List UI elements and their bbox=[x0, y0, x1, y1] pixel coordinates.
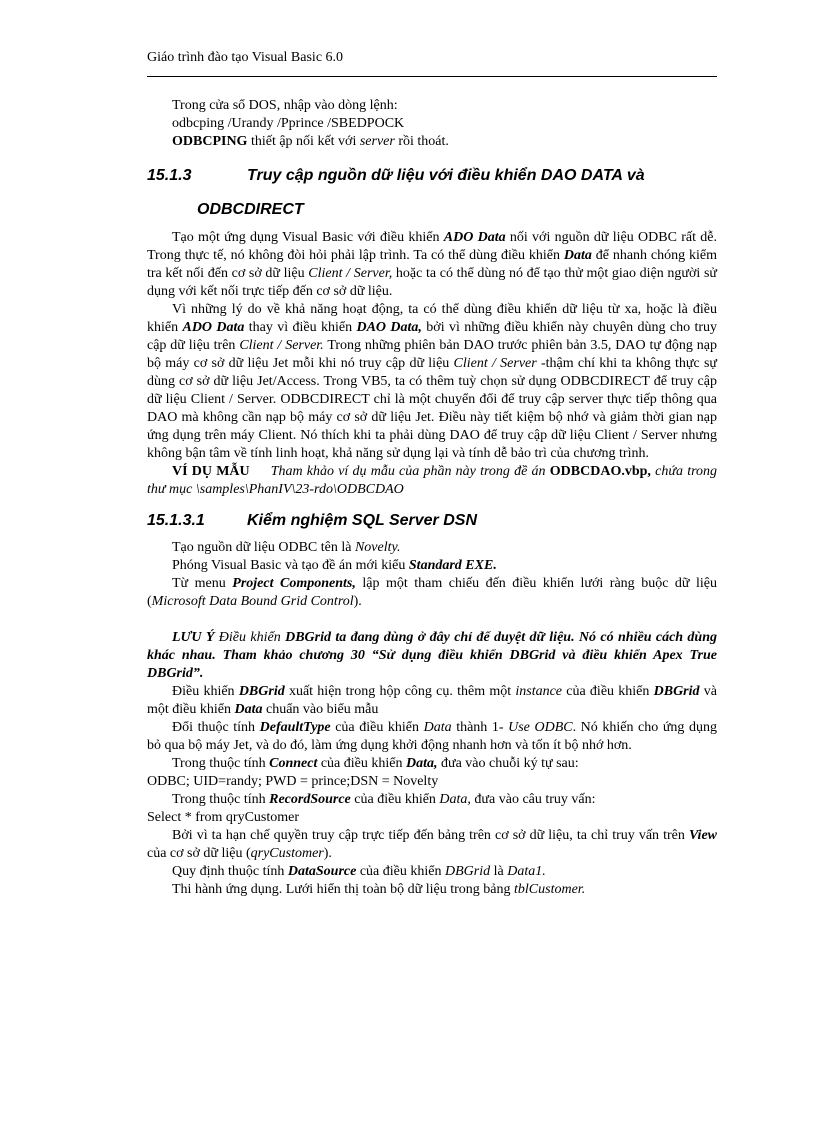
section-heading-15-1-3: 15.1.3 Truy cập nguồn dữ liệu với điều khiển DAO DATA và ODBCDIRECT bbox=[147, 167, 645, 218]
paragraph-ado-data: Tạo một ứng dụng Visual Basic với điều khiển ADO Data nối với nguồn dữ liệu ODBC rất dễ. Trong thực tế, nó không đòi hỏi phải lập trình. Ta có thể dùng điều khiển Data để nhanh chóng kiểm tra kết nối đến cơ sở dữ liệu Client / Server, hoặc ta có thể dùng nó để tạo thử một giao diện người sử dụng với kết nối trực tiếp đến cơ sở dữ liệu. bbox=[147, 230, 717, 299]
step-default-type: Đổi thuộc tính DefaultType của điều khiển Data thành 1- Use ODBC. Nó khiến cho ứng dụng bỏ qua bộ máy Jet, và do đó, làm ứng dụng khởi động nhanh hơn và tốn ít bộ nhớ hơn. bbox=[147, 720, 718, 753]
example-note: VÍ DỤ MẪU Tham khảo ví dụ mẫu của phần này trong đề án ODBCDAO.vbp, chứa trong thư mục \samples\PhanIV\23-rdo\ODBCDAO bbox=[147, 464, 718, 497]
connect-string: ODBC; UID=randy; PWD = prince;DSN = Novelty bbox=[147, 774, 439, 789]
step-project-components: Từ menu Project Components, lập một tham chiếu đến điều khiển lưới ràng buộc dữ liệu (Microsoft Data Bound Grid Control). bbox=[147, 576, 717, 609]
step-view: Bởi vì ta hạn chế quyền truy cập trực tiếp đến bảng trên cơ sở dữ liệu, ta chỉ truy vấn trên View của cơ sở dữ liệu (qryCustomer). bbox=[147, 828, 717, 861]
section-heading-15-1-3-1: 15.1.3.1 Kiểm nghiệm SQL Server DSN bbox=[147, 512, 477, 529]
step-data-source: Quy định thuộc tính DataSource của điều khiển DBGrid là Data1. bbox=[172, 864, 546, 879]
step-create-dsn: Tạo nguồn dữ liệu ODBC tên là Novelty. bbox=[172, 540, 401, 555]
intro-command: odbcping /Urandy /Pprince /SBEDPOCK bbox=[172, 116, 405, 131]
intro-line-1: Trong cửa sổ DOS, nhập vào dòng lệnh: bbox=[172, 98, 398, 113]
spacer bbox=[147, 611, 717, 629]
step-record-source: Trong thuộc tính RecordSource của điều khiển Data, đưa vào câu truy vấn: bbox=[172, 792, 596, 807]
page-header: Giáo trình đào tạo Visual Basic 6.0 bbox=[147, 50, 344, 65]
header-divider bbox=[147, 76, 717, 77]
step-new-project: Phóng Visual Basic và tạo đề án mới kiểu Standard EXE. bbox=[172, 558, 497, 573]
paragraph-performance: Vì những lý do về khả năng hoạt động, ta có thể dùng điều khiển dữ liệu từ xa, hoặc là điều khiển ADO Data thay vì điều khiển DAO Data, bởi vì những điều khiển này chuyên dùng cho truy cập dữ liệu trên Client / Server. Trong những phiên bản DAO trước phiên bản 3.5, DAO tự động nạp bộ máy cơ sở dữ liệu Jet mỗi khi nó truy cập dữ liệu Client / Server -thậm chí khi ta không thực sự dùng cơ sở dữ liệu Jet/Access. Trong VB5, ta có thêm tuỳ chọn sử dụng ODBCDIRECT để truy cập dữ liệu Client / Server. ODBCDIRECT chỉ là một chuyển đổi để truy cập server thực tiếp thông qua DAO mà không cần nạp bộ máy cơ sở dữ liệu Jet. Điều này tiết kiệm bộ nhớ và giảm thời gian nạp ứng dụng trên máy Client. Nó thích khi ta phải dùng DAO để truy cập dữ liệu Client / Server nhưng không bận tâm về tính linh hoạt, khả năng sử dụng lại và tính dễ bảo trì của chương trình. bbox=[147, 302, 718, 461]
step-connect: Trong thuộc tính Connect của điều khiển Data, đưa vào chuỗi ký tự sau: bbox=[172, 756, 579, 771]
step-dbgrid-appears: Điều khiển DBGrid xuất hiện trong hộp công cụ. thêm một instance của điều khiển DBGrid và một điều khiển Data chuẩn vào biểu mẫu bbox=[147, 684, 717, 717]
query-string: Select * from qryCustomer bbox=[147, 810, 300, 825]
step-run: Thi hành ứng dụng. Lưới hiển thị toàn bộ dữ liệu trong bảng tblCustomer. bbox=[172, 882, 586, 897]
note-block: LƯU Ý Điều khiển DBGrid ta đang dùng ở đây chỉ để duyệt dữ liệu. Nó có nhiều cách dùng khác nhau. Tham khảo chương 30 “Sử dụng điều khiển DBGrid và điều khiển Apex True DBGrid”. bbox=[147, 630, 718, 681]
document-body bbox=[147, 97, 717, 899]
intro-line-3: ODBCPING thiết ập nối kết với server rồi thoát. bbox=[172, 134, 449, 149]
